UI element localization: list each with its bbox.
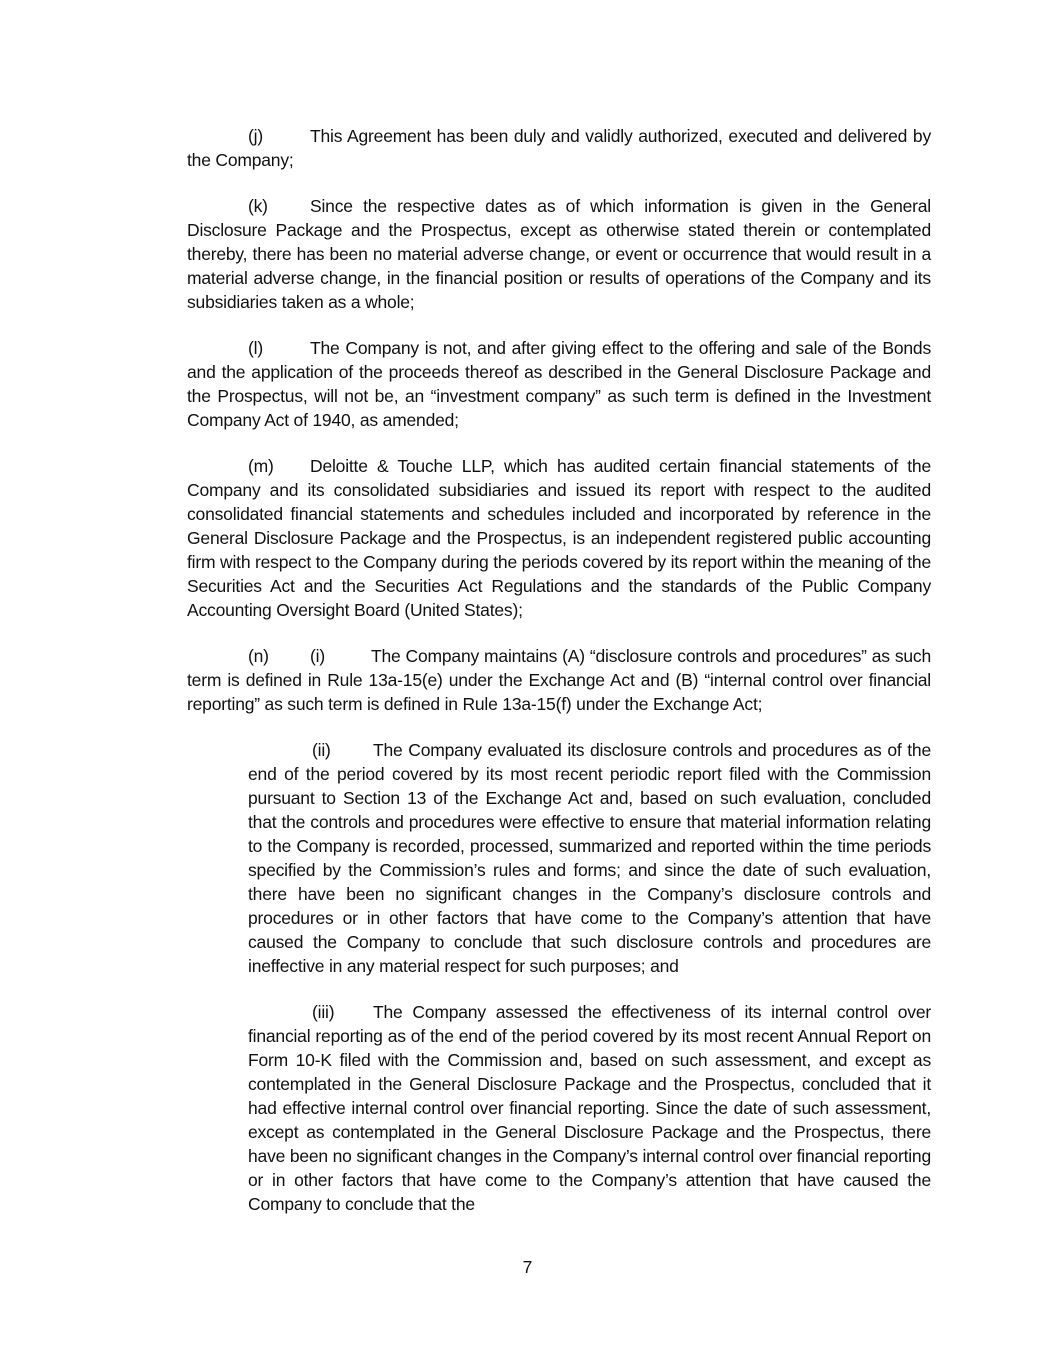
paragraph-label: (n): [248, 646, 269, 666]
paragraph-text: The Company is not, and after giving effect to the offering and sale of the Bonds and the application of the proceeds thereof as described in the General Disclosure Package and the Prospectus, will not be, an “investment company” as such term is defined in the Investment Company Act of 1940, as amended;: [187, 338, 931, 430]
paragraph-m: [187, 454, 931, 622]
paragraph-n-iii: [248, 1000, 931, 1216]
paragraph-text: The Company assessed the effectiveness of its internal control over financial reporting as of the end of the period covered by its most recent Annual Report on Form 10-K filed with the Commission and, based on such assessment, and except as contemplated in the General Disclosure Package and the Prospectus, concluded that it had effective internal control over financial reporting. Since the date of such assessment, except as contemplated in the General Disclosure Package and the Prospectus, there have been no significant changes in the Company’s internal control over financial reporting or in other factors that have come to the Company’s attention that have caused the Company to conclude that the: [248, 1002, 931, 1214]
paragraph-label: (j): [248, 126, 263, 146]
paragraph-text: Since the respective dates as of which information is given in the General Disclosure Package and the Prospectus, except as otherwise stated therein or contemplated thereby, there has been no material adverse change, or event or occurrence that would result in a material adverse change, in the financial position or results of operations of the Company and its subsidiaries taken as a whole;: [187, 196, 931, 312]
subparagraph-label: (ii): [312, 740, 331, 760]
paragraph-j: [187, 124, 931, 172]
paragraph-n-ii: [248, 738, 931, 978]
paragraph-label: (l): [248, 338, 263, 358]
paragraph-n-i: [187, 644, 931, 716]
paragraph-text: The Company maintains (A) “disclosure controls and procedures” as such term is defined in Rule 13a-15(e) under the Exchange Act and (B) “internal control over financial reporting” as such term is defined in Rule 13a-15(f) under the Exchange Act;: [187, 646, 931, 714]
document-body: [187, 124, 931, 1238]
paragraph-l: [187, 336, 931, 432]
paragraph-text: Deloitte & Touche LLP, which has audited certain financial statements of the Company and its consolidated subsidiaries and issued its report with respect to the audited consolidated financial statements and schedules included and incorporated by reference in the General Disclosure Package and the Prospectus, is an independent registered public accounting firm with respect to the Company during the periods covered by its report within the meaning of the Securities Act and the Securities Act Regulations and the standards of the Public Company Accounting Oversight Board (United States);: [187, 456, 931, 620]
paragraph-text: This Agreement has been duly and validly authorized, executed and delivered by the Company;: [187, 126, 931, 170]
paragraph-k: [187, 194, 931, 314]
paragraph-text: The Company evaluated its disclosure controls and procedures as of the end of the period covered by its most recent periodic report filed with the Commission pursuant to Section 13 of the Exchange Act and, based on such evaluation, concluded that the controls and procedures were effective to ensure that material information relating to the Company is recorded, processed, summarized and reported within the time periods specified by the Commission’s rules and forms; and since the date of such evaluation, there have been no significant changes in the Company’s disclosure controls and procedures or in other factors that have come to the Company’s attention that have caused the Company to conclude that such disclosure controls and procedures are ineffective in any material respect for such purposes; and: [248, 740, 931, 976]
subparagraph-label: (i): [310, 646, 325, 666]
paragraph-label: (k): [248, 196, 268, 216]
subparagraph-label: (iii): [312, 1002, 335, 1022]
page-number: 7: [522, 1257, 533, 1277]
paragraph-label: (m): [248, 456, 274, 476]
